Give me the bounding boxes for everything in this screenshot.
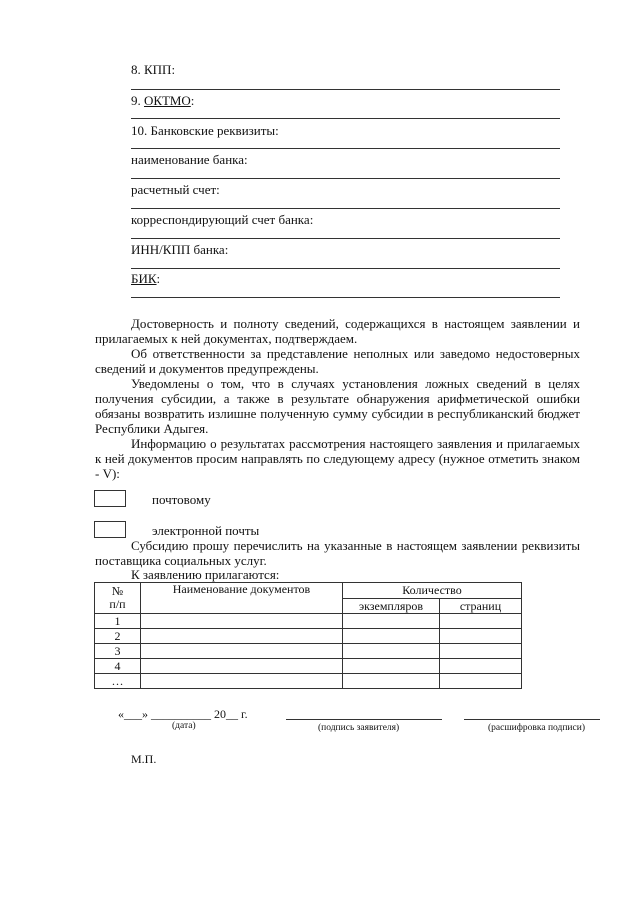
field-bank-name-line[interactable] <box>131 178 560 179</box>
table-header-number <box>95 583 141 614</box>
table-row <box>95 614 522 629</box>
table-cell-pages[interactable] <box>440 644 522 659</box>
table-row <box>95 644 522 659</box>
field-bank-requisites-label: 10. Банковские реквизиты: <box>131 123 279 138</box>
table-header-number-sign: № <box>111 584 124 598</box>
table-cell-copies[interactable] <box>343 674 440 689</box>
field-account-line[interactable] <box>131 208 560 209</box>
field-bank-inn-kpp-label: ИНН/КПП банка: <box>131 242 229 257</box>
signature-decode-line[interactable] <box>464 719 600 720</box>
field-oktmo-label <box>131 93 194 108</box>
paragraph-address <box>95 436 580 481</box>
table-row <box>95 629 522 644</box>
field-bank-inn-kpp-line[interactable] <box>131 268 560 269</box>
paragraph-attachments <box>95 567 580 582</box>
table-header-doc-name: Наименование документов <box>141 583 343 614</box>
table-row <box>95 674 522 689</box>
date-caption: (дата) <box>172 721 196 731</box>
checkbox-email[interactable] <box>94 521 126 538</box>
table-cell-pages[interactable] <box>440 629 522 644</box>
field-kpp-label <box>131 62 175 77</box>
table-cell-copies[interactable] <box>343 659 440 674</box>
table-row <box>95 659 522 674</box>
date-field[interactable]: «___» __________ 20__ г. <box>118 707 248 721</box>
field-kpp-line[interactable] <box>131 89 560 90</box>
signature-line[interactable] <box>286 719 442 720</box>
paragraph-subsidy-transfer-text: Субсидию прошу перечислить на указанные в настоящем заявлении реквизиты поставщика социальных услуг. <box>95 538 580 568</box>
table-cell-doc-name[interactable] <box>141 644 343 659</box>
field-kpp-number: 8. <box>131 62 144 77</box>
attachments-table <box>94 582 522 689</box>
table-header-pages: страниц <box>440 599 522 614</box>
table-row-number: 2 <box>95 629 141 644</box>
field-bik-label <box>131 271 160 286</box>
paragraph-address-text: Информацию о результатах рассмотрения настоящего заявления и прилагаемых к ней документов просим направлять по следующему адресу (нужное отметить знаком - V): <box>95 436 580 481</box>
field-oktmo-colon: : <box>190 93 195 108</box>
table-row-number: 4 <box>95 659 141 674</box>
table-header-number-pp: п/п <box>109 597 126 611</box>
paragraph-responsibility <box>95 346 580 376</box>
table-cell-copies[interactable] <box>343 629 440 644</box>
table-cell-pages[interactable] <box>440 674 522 689</box>
field-corr-account-line[interactable] <box>131 238 560 239</box>
table-cell-doc-name[interactable] <box>141 659 343 674</box>
table-cell-doc-name[interactable] <box>141 629 343 644</box>
paragraph-subsidy-transfer <box>95 538 580 568</box>
paragraph-reliability-text: Достоверность и полноту сведений, содержащихся в настоящем заявлении и прилагаемых к ней документах, подтверждаем. <box>95 316 580 346</box>
paragraph-notification <box>95 376 580 436</box>
field-bik-line[interactable] <box>131 297 560 298</box>
table-row-number: 1 <box>95 614 141 629</box>
field-oktmo-text: ОКТМО <box>144 93 191 108</box>
table-cell-pages[interactable] <box>440 614 522 629</box>
table-cell-doc-name[interactable] <box>141 614 343 629</box>
field-corr-account-label: корреспондирующий счет банка: <box>131 212 314 227</box>
field-oktmo-line[interactable] <box>131 118 560 119</box>
table-row-number: 3 <box>95 644 141 659</box>
paragraph-reliability <box>95 316 580 346</box>
field-account-label: расчетный счет: <box>131 182 220 197</box>
table-cell-doc-name[interactable] <box>141 674 343 689</box>
field-bank-name-label: наименование банка: <box>131 152 248 167</box>
checkbox-postal-label: почтовому <box>152 492 211 507</box>
table-cell-pages[interactable] <box>440 659 522 674</box>
checkbox-postal[interactable] <box>94 490 126 507</box>
table-cell-copies[interactable] <box>343 644 440 659</box>
table-row-number: … <box>95 674 141 689</box>
stamp-label: М.П. <box>131 752 157 766</box>
checkbox-email-label: электронной почты <box>152 523 260 538</box>
table-header-quantity: Количество <box>343 583 522 599</box>
field-bik-text: БИК <box>131 271 157 286</box>
paragraph-attachments-text: К заявлению прилагаются: <box>131 567 280 582</box>
signature-caption: (подпись заявителя) <box>318 723 400 733</box>
signature-decode-caption: (расшифровка подписи) <box>488 723 585 733</box>
table-header-copies: экземпляров <box>343 599 440 614</box>
field-bik-colon: : <box>156 271 161 286</box>
field-kpp-text: КПП: <box>144 62 176 77</box>
paragraph-responsibility-text: Об ответственности за представление неполных или заведомо недостоверных сведений и документов предупреждены. <box>95 346 580 376</box>
table-cell-copies[interactable] <box>343 614 440 629</box>
paragraph-notification-text: Уведомлены о том, что в случаях установления ложных сведений в целях получения субсидии, а также в результате обнаружения арифметической ошибки обязаны возвратить излишне полученную сумму субсидии в республиканский бюджет Республики Адыгея. <box>95 376 580 436</box>
field-bank-requisites-line[interactable] <box>131 148 560 149</box>
field-oktmo-number: 9. <box>131 93 144 108</box>
